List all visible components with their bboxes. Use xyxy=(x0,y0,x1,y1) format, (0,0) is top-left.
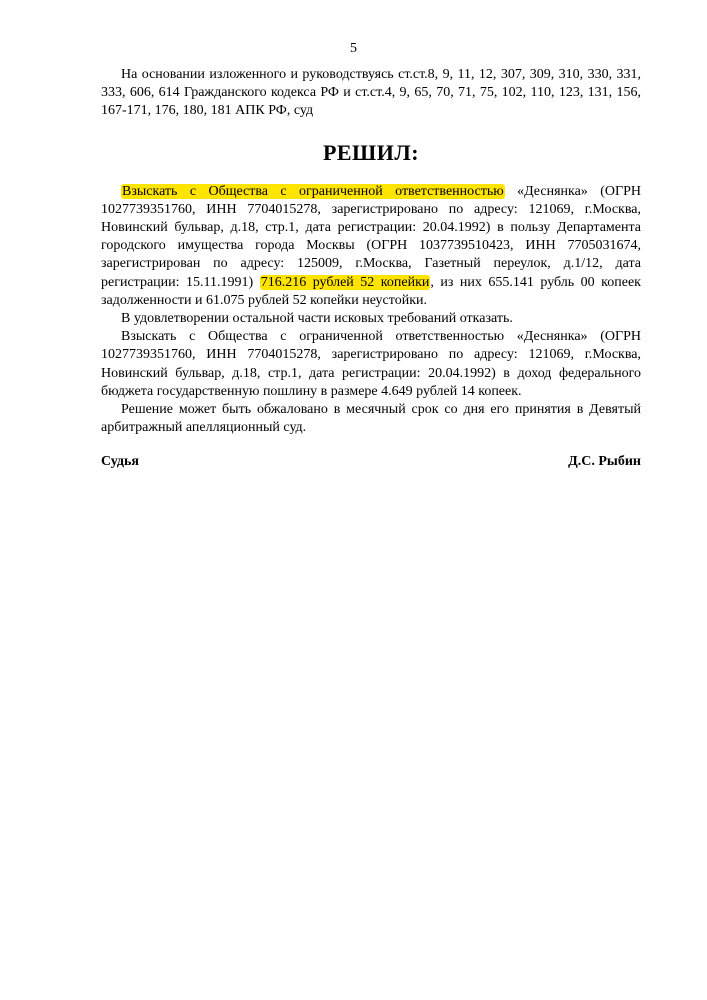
intro-paragraph: На основании изложенного и руководствуясь ст.ст.8, 9, 11, 12, 307, 309, 310, 330, 331, 333, 606, 614 Гражданского кодекса РФ и ст.ст.4, 9, 65, 70, 71, 75, 102, 110, 123, 131, 156, 167-171, 176, 180, 181 АПК РФ, суд xyxy=(101,67,641,119)
highlight-collect-phrase: Взыскать с Общества с ограниченной ответственностью xyxy=(122,183,504,199)
decision-paragraph-1 xyxy=(101,183,641,310)
judge-role: Судья xyxy=(101,454,139,470)
signature-block xyxy=(101,453,641,471)
document-body xyxy=(101,66,641,472)
decision-1-text-b: , из них 655.141 рубль 00 копеек задолженности и 61.075 рублей 52 копейки неустойки. xyxy=(101,274,641,308)
refusal-paragraph: В удовлетворении остальной части исковых требований отказать. xyxy=(121,311,513,327)
decision-paragraph-2: Взыскать с Общества с ограниченной ответственностью «Деснянка» (ОГРН 1027739351760, ИНН 7704015278, зарегистрировано по адресу: 121069, г.Москва, Новинский бульвар, д.18, стр.1, дата регистрации: 20.04.1992) в доход федерального бюджета государственную пошлину в размере 4.649 рублей 14 копеек. xyxy=(101,329,641,399)
appeal-paragraph: Решение может быть обжаловано в месячный срок со дня его принятия в Девятый арбитражный апелляционный суд. xyxy=(101,402,641,436)
highlight-amount: 716.216 рублей 52 копейки xyxy=(260,274,430,290)
page-number: 5 xyxy=(350,41,357,56)
judge-name: Д.С. Рыбин xyxy=(568,454,641,470)
decision-1-text-a: «Деснянка» (ОГРН 1027739351760, ИНН 7704015278, зарегистрировано по адресу: 121069, г.Москва, Новинский бульвар, д.18, стр.1, дата регистрации: 20.04.1992) в пользу Департамента городского имущества города Москвы (ОГРН 1037739510423, ИНН 7705031674, зарегистрирован по адресу: 125009, г.Москва, Газетный переулок, д.1/12, дата регистрации: 15.11.1991) xyxy=(101,183,641,290)
decision-heading: РЕШИЛ: xyxy=(322,139,420,165)
